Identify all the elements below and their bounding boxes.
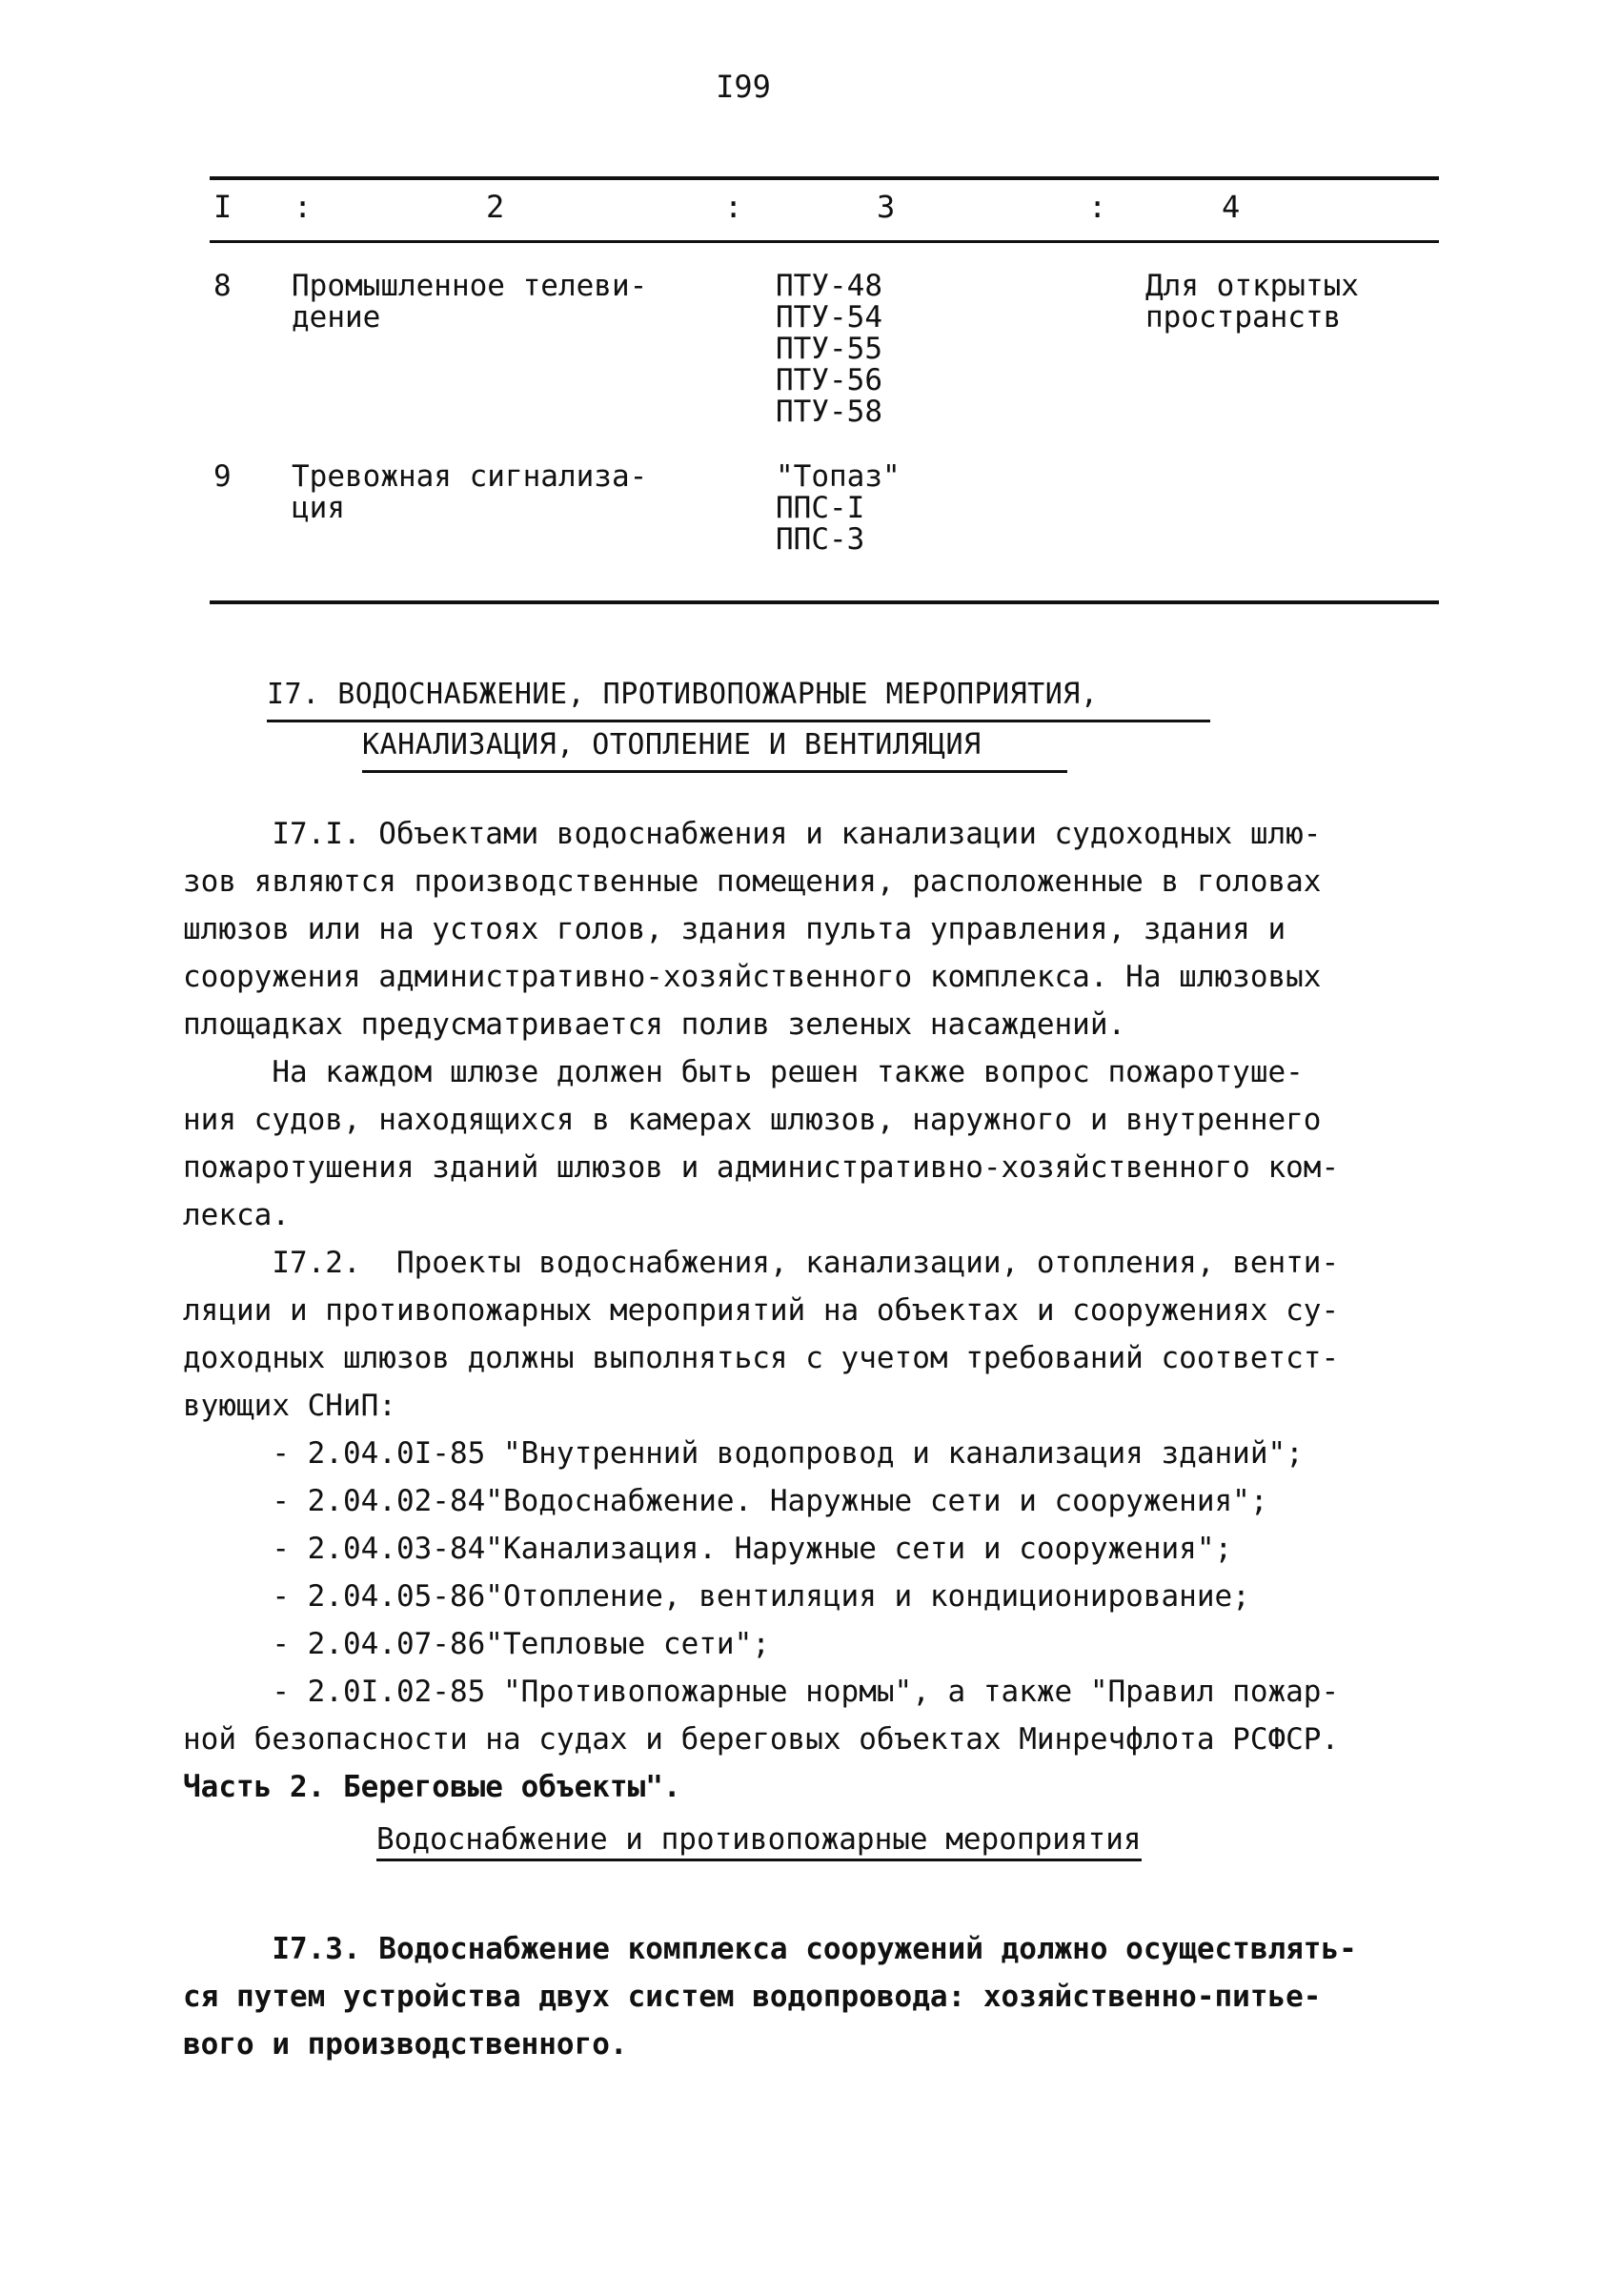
header-sep-1: : [294,189,313,225]
paragraph-17-1 [183,810,1460,1048]
row-name-line: Промышленное телеви- [292,269,648,303]
text-line: На каждом шлюзе должен быть решен также вопрос пожаротуше- [183,1055,1304,1089]
row-number: 9 [213,459,232,494]
header-col-4: 4 [1222,189,1241,225]
text-line: Часть 2. Береговые объекты". [183,1770,681,1804]
paragraph-fire [183,1048,1460,1239]
row-types [776,271,966,428]
subheading: Водоснабжение и противопожарные мероприятия [376,1820,1142,1861]
type-item: ППС-I [776,491,865,525]
row-number: 8 [213,269,232,303]
row-name-line: Тревожная сигнализа- [292,459,648,494]
paragraph-17-3 [183,1925,1460,2068]
row-note [1145,271,1441,334]
header-col-2: 2 [486,189,505,225]
text-line: лекса. [183,1198,290,1232]
header-col-1: I [213,189,233,225]
table-header [210,189,1439,227]
table-bottom-rule [210,600,1439,604]
text-line: пожаротушения зданий шлюзов и административно-хозяйственного ком- [183,1150,1340,1185]
text-line: ляции и противопожарных мероприятий на объектах и сооружениях су- [183,1293,1340,1328]
paragraph-17-2 [183,1239,1460,1811]
page-number: I99 [716,69,771,105]
row-name [292,461,730,524]
type-item: ПТУ-55 [776,332,882,366]
text-line: вого и производственного. [183,2027,628,2062]
snip-list-item: - 2.04.0I-85 "Внутренний водопровод и канализация зданий"; [183,1436,1304,1471]
text-line: сооружения административно-хозяйственного комплекса. На шлюзовых [183,960,1322,994]
snip-list-item: - 2.0I.02-85 "Противопожарные нормы", а также "Правил пожар- [183,1675,1340,1709]
table-header-rule [210,240,1439,243]
row-types [776,461,966,556]
row-name-line: дение [292,300,381,335]
snip-list-item: - 2.04.05-86"Отопление, вентиляция и кондиционирование; [183,1579,1250,1614]
header-sep-3: : [1088,189,1107,225]
type-item: ПТУ-58 [776,395,882,429]
text-line: ной безопасности на судах и береговых объектах Минречфлота РСФСР. [183,1722,1340,1757]
snip-list-item: - 2.04.07-86"Тепловые сети"; [183,1627,770,1661]
section-title-line-2: КАНАЛИЗАЦИЯ, ОТОПЛЕНИЕ И ВЕНТИЛЯЦИЯ [362,722,1067,773]
row-name-line: ция [292,491,345,525]
row-note-line: пространств [1145,300,1342,335]
table-top-rule [210,176,1439,180]
text-line: шлюзов или на устоях голов, здания пульта управления, здания и [183,912,1286,946]
header-sep-2: : [724,189,743,225]
type-item: ППС-3 [776,522,865,557]
text-line: I7.I. Объектами водоснабжения и канализации судоходных шлю- [183,817,1322,851]
type-item: ПТУ-54 [776,300,882,335]
text-line: I7.3. Водоснабжение комплекса сооружений должно осуществлять- [183,1932,1357,1966]
text-line: ния судов, находящихся в камерах шлюзов, наружного и внутреннего [183,1103,1322,1137]
text-line: I7.2. Проекты водоснабжения, канализации, отопления, венти- [183,1246,1340,1280]
type-item: "Топаз" [776,459,901,494]
text-line: вующих СНиП: [183,1389,396,1423]
header-col-3: 3 [877,189,896,225]
section-title-line-1: I7. ВОДОСНАБЖЕНИЕ, ПРОТИВОПОЖАРНЫЕ МЕРОПРИЯТИЯ, [267,672,1210,722]
section-title [267,672,1220,773]
text-line: площадках предусматривается полив зеленых насаждений. [183,1007,1126,1042]
text-line: зов являются производственные помещения, расположенные в головах [183,864,1322,899]
snip-list-item: - 2.04.03-84"Канализация. Наружные сети и сооружения"; [183,1532,1233,1566]
text-line: доходных шлюзов должны выполняться с учетом требований соответст- [183,1341,1340,1375]
row-name [292,271,730,334]
snip-list-item: - 2.04.02-84"Водоснабжение. Наружные сети и сооружения"; [183,1484,1268,1518]
text-line: ся путем устройства двух систем водопровода: хозяйственно-питье- [183,1980,1322,2014]
type-item: ПТУ-48 [776,269,882,303]
row-note-line: Для открытых [1145,269,1359,303]
type-item: ПТУ-56 [776,363,882,397]
